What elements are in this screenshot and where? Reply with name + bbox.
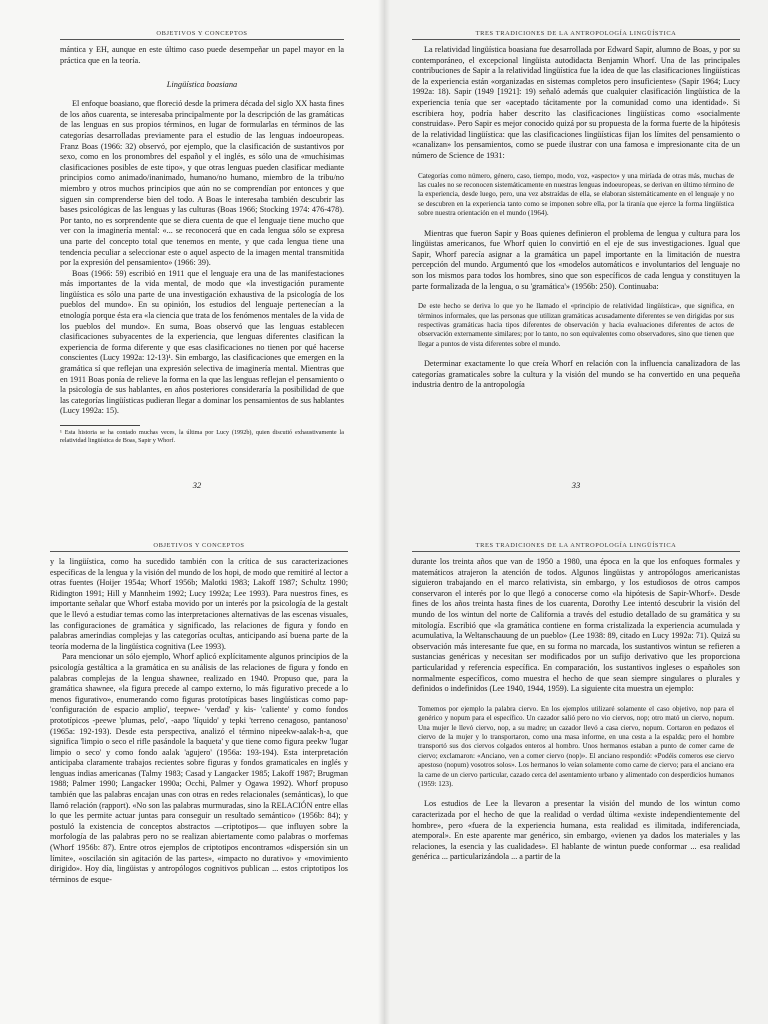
body-paragraph: Boas (1966: 59) escribió en 1911 que el lenguaje era una de las manifestaciones más importantes de la vida mental, de modo que «la investigación puramente lingüística es sólo una parte de una investigación exhaustiva de la psicología de los pueblos del mundo». En su opinión, los estudios del lenguaje pertenecían a la etnología porque ésta era «la ciencia que trata de los fenómenos mentales de la vida de los pueblos del mundo». En suma, Boas observó que las lenguas establecen clasificaciones subyacentes de la experiencia, que lenguas diferentes clasifican la experiencia de forma diferente y que esas clasificaciones no tienen por qué hacerse conscientes (Lucy 1992a: 12-13)¹. Sin embargo, las clasificaciones que emergen en la gramática sí que reflejan una expresión selectiva de imaginería mental. Mientras que en 1911 Boas ponía de relieve la forma en la que las lenguas reflejan el pensamiento o la psicología de sus hablantes, en años posteriores consideraría la posibilidad de que las categorías lingüísticas pudieran llegar a dominar los pensamientos de sus hablantes (Lucy 1992a: 15). [60,268,344,416]
block-quote: Tomemos por ejemplo la palabra ciervo. En los ejemplos utilizaré solamente el caso objetivo, nop para el genérico y nopum para el específico. Un cazador salió pero no vio ciervos, nop; otro mató un ciervo, nopum. Una mujer le llevó ciervo, nop, a su madre; un cazador llevó a casa ciervo, nopum. Cortaron en pedazos el ciervo de la mujer y lo transportaron, como una masa informe, en una cesta a la espalda; pero el hombre transportó sus dos ciervos colgados enteros al hombro. Unos hermanos estaban a punto de comer carne de ciervo; exclamaron: «Anciano, ven a comer ciervo (nop)». El anciano respondió: «Podéis comeros ese ciervo apestoso (nopum) vosotros solos». Los hermanos lo veían solamente como carne de ciervo; para el anciano era la carne de un ciervo particular, cazado cerca del asentamiento urbano y alimentado con desperdicios humanos (1959: 123). [418,704,734,788]
running-head: OBJETIVOS Y CONCEPTOS [50,542,348,552]
block-quote: De este hecho se deriva lo que yo he llamado el «principio de relatividad lingüística», que significa, en términos informales, que las personas que utilizan gramáticas acusadamente diferentes se ven dirigidas por sus respectivas gramáticas hacia tipos diferentes de observación y hacia evaluaciones diferentes de actos de observación externamente similares; por lo tanto, no son equivalentes como observadores, sino que tienen que llegar a puntos de vista diferentes sobre el mundo. [418,302,734,348]
gutter-shadow [384,512,390,1024]
body-paragraph: durante los treinta años que van de 1950 a 1980, una época en la que los enfoques formales y matemáticos atrajeron la atención de todos. Algunos lingüistas y antropólogos americanistas siguieron trabajando en el marco relativista, sin embargo, y los estudiosos de otros campos conservaron el interés por lo que llegó a conocerse como «la hipótesis de Sapir-Whorf». Desde fines de los años treinta hasta fines de los cuarenta, Dorothy Lee intentó descubrir la visión del mundo de los wintun del norte de California a través del estudio detallado de su gramática y su mitología. Escribió que «la gramática contiene en forma cristalizada la experiencia acumulada y acumulativa, la Weltanschauung de un pueblo» (Lee 1938: 89, citado en Lucy 1992a: 71). Quizá su observación más interesante fue que, en su forma no marcada, los sustantivos wintun se refieren a sustancias genéricas y necesitan ser modificados por un sufijo derivativo que les proporciona particularidad y referencia específica. En comparación, los sustantivos ingleses o españoles son normalmente específicos, como muestra el hecho de que sean siempre singulares o plurales y definidos o indefinidos (Lee 1940, 1944, 1959). La siguiente cita muestra un ejemplo: [412,557,740,694]
block-quote: Categorías como número, género, caso, tiempo, modo, voz, «aspecto» y una miríada de otras más, muchas de las cuales no se reconocen sistemáticamente en nuestras lenguas indoeuropeas, se derivan en último término de la experiencia, desde luego, pero, una vez abstraídas de ella, se elaboran sistemáticamente en el lenguaje y no se descubren en la experiencia tanto como se imponen sobre ella, por la tiranía que ejerce la forma lingüística sobre nuestra orientación en el mundo (1964). [418,171,734,218]
body-paragraph: La relatividad lingüística boasiana fue desarrollada por Edward Sapir, alumno de Boas, y por su contemporáneo, el excepcional lingüista autodidacta Benjamin Whorf. Una de las principales contribuciones de Sapir a la relatividad lingüística fue la idea de que las clasificaciones lingüísticas de la experiencia están «organizadas en sistemas completos pero insuficientes» (Sapir 1964; Lucy 1992a: 18). Sapir (1949 [1921]: 19) señaló además que cualquier clasificación lingüística de la experiencia tenía que ser «aceptado tácitamente por la comunidad como una identidad». Si escribiera hoy, podría haber descrito las clasificaciones lingüísticas como «socialmente construidas». Pero Sapir es mejor conocido quizá por su propuesta de la forma fuerte de la hipótesis de la relatividad lingüística: que las clasificaciones lingüísticas fijan los límites del pensamiento o «canalizan» los pensamientos, como se puede ilustrar con una famosa e impresionante cita de un número de Science de 1931: [412,45,740,160]
intro-paragraph: mántica y EH, aunque en este último caso puede desempeñar un papel mayor en la práctica que en la teoría. [60,45,344,65]
gutter-shadow [384,0,390,512]
page-number: 33 [571,480,581,490]
body-paragraph: Los estudios de Lee la llevaron a presentar la visión del mundo de los wintun como caracterizada por el hecho de que la realidad o verdad última «existe independientemente del hombre», pero «fuera de la experiencia humana, esta realidad es ilimitada, indiferenciada, atemporal». En este aparente mar genérico, sin embargo, «vienen ya dados los materiales y las relaciones, la esencia y las cualidades». El hablante de wintun puede conformar ... esa realidad genérica ... particularizándola ... a partir de la [412,799,740,862]
page-34 [0,512,384,1024]
body-paragraph: El enfoque boasiano, que floreció desde la primera década del siglo XX hasta fines de los años cuarenta, se interesaba principalmente por la descripción de las gramáticas de las lenguas en sus propios términos, en lugar de formularlas en términos de las categorías desarrolladas previamente para el estudio de las lenguas indoeuropeas. Franz Boas (1966: 32) observó, por ejemplo, que la clasificación de sustantivos por sexo, como en los pronombres del español y el inglés, es sólo una de «muchísimas clasificaciones posibles de este tipo», y que otras lenguas pueden clasificar mediante principios como animado/inanimado, humano/no humano, miembro de la tribu/no miembro y otros muchos principios que aún no se comprendían por entonces y que siguen sin comprenderse bien del todo. A Boas le interesaba también descubrir las bases psicológicas de las lenguas y las culturas (Boas 1966; Stocking 1974: 476-478). Por tanto, no es sorprendente que se diera cuenta de que el lenguaje tiene mucho que ver con la imaginería mental: «... se reconocerá que en cada lengua sólo se expresa una parte del concepto total que tenemos en mente, y que cada lengua tiene una tendencia peculiar a seleccionar este o aquel aspecto de la imagen mental transmitida por la expresión del pensamiento» (1966: 39). [60,99,344,268]
page-32 [0,0,384,512]
page-35 [384,512,768,1024]
footnote-rule [60,425,140,426]
page-number: 32 [192,480,202,490]
body-paragraph: Determinar exactamente lo que creía Whorf en relación con la influencia canalizadora de las categorías gramaticales sobre la cultura y la visión del mundo se ha convertido en una pequeña industria dentro de la antropología [412,359,740,390]
body-paragraph: Mientras que fueron Sapir y Boas quienes definieron el problema de lengua y cultura para los lingüistas americanos, fue Whorf quien lo convirtió en el eje de sus investigaciones. Igual que Sapir, Whorf parecía asignar a la gramática un papel importante en la limitación de nuestra percepción del mundo. Argumentó que los «modelos automáticos e involuntarios del lenguaje no son los mismos para todos los hombres, sino que son específicos de cada lengua y constituyen la parte formalizada de la lengua, o su 'gramática'» (1956b: 250). Continuaba: [412,228,740,291]
section-title: Lingüística boasiana [166,80,238,90]
body-paragraph: y la lingüística, como ha sucedido también con la crítica de sus caracterizaciones específicas de la lengua y la visión del mundo de los hopi, de modo que remitiré al lector a otras fuentes (Hoijer 1954a; Whorf 1956b; Malotki 1983; Lakoff 1987; Schultz 1990; Ridington 1991; Hill y Mannheim 1992; Lucy 1992a; Lee 1993). Para nuestros fines, es importante señalar que Whorf estaba movido por un interés por la psicología de la gestalt que le llevó a estudiar temas como las interpretaciones alternativas de las escenas visuales, las configuraciones de gramática y significado, las relaciones de figura y fondo en palabras amerindias complejas y las categorías ocultas, anticipando así buena parte de la teoría moderna de la lingüística cognitiva (Lee 1993). [50,557,348,651]
running-head: TRES TRADICIONES DE LA ANTROPOLOGÍA LINGÜÍSTICA [412,542,740,552]
footnote: ¹ Esta historia se ha contado muchas veces, la última por Lucy (1992b), quien discutió exhaustivamente la relatividad lingüística de Boas, Sapir y Whorf. [60,429,344,444]
running-head: OBJETIVOS Y CONCEPTOS [60,30,344,40]
body-paragraph: Para mencionar un sólo ejemplo, Whorf aplicó explícitamente algunos principios de la psicología gestáltica a la gramática en su análisis de las relaciones de figura y fondo en palabras complejas de la lengua shawnee, realizado en 1940. Propuso que, para la gramática shawnee, «la figura precede al campo externo, lo más figurativo precede a lo menos figurativo», enumerando como figuras prototípicas bases lingüísticas como pap- 'configuración de espacio amplio', teepwe- 'verdad' y kis- 'caliente' y como fondos prototípicos -peewe 'plumas, pelo', -aapo 'líquido' y tepki 'terreno cenagoso, pantanoso' (1965a: 192-193). Desde esta perspectiva, analizó el término nipeekw-aalak-h-a, que significa 'limpio o seco el rifle pasándole la baqueta' y que tiene como figura peekw 'lugar limpio o seco' y como fondo aalak 'agujero' (1956a: 193-194). Esta interpretación anticipaba claramente trabajos recientes sobre figuras y fondos gramaticales en inglés y lenguas indias americanas (Talmy 1983; Casad y Langacker 1985; Lakoff 1987; Brugman 1988; Palmer 1990; Langacker 1990a; Occhi, Palmer y Ogawa 1992). Whorf propuso también que las palabras encajan unas con otras en redes relacionales (semánticas), lo que llamó relación (rapport). «No son las palabras murmuradas, sino la RELACIÓN entre ellas lo que les permite actuar juntas para conseguir un resultado semántico» (1956b: 84); y postuló la existencia de conceptos abstractos —criptotipos— que influyen sobre la morfología de las palabras pero no se realizan abiertamente como palabras o morfemas (Whorf 1956b: 87). Entre otros ejemplos de criptotipos encontramos «dispersión sin un límite», «oscilación sin agitación de las partes», «impacto no durativo» y «movimiento dirigido». Hoy día, lingüistas y antropólogos cognitivos publican ... estos criptotipos los términos de esque- [50,652,348,884]
page-33 [384,0,768,512]
running-head: TRES TRADICIONES DE LA ANTROPOLOGÍA LINGÜÍSTICA [412,30,740,40]
